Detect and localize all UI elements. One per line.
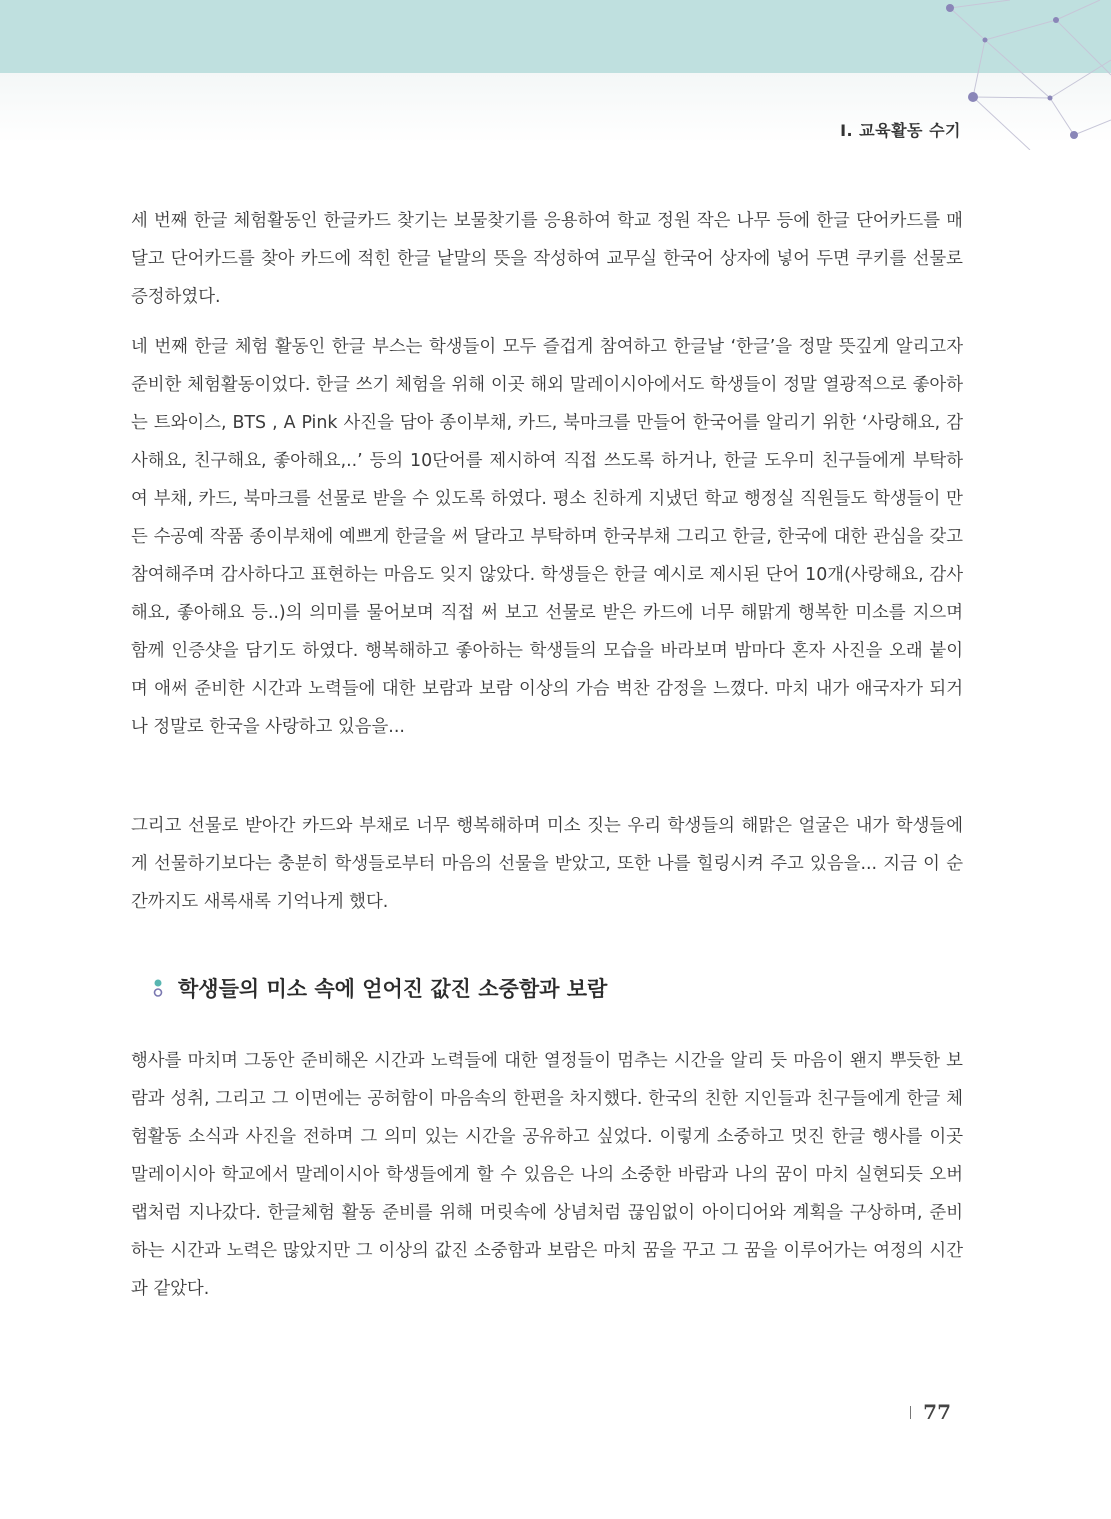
page-number: 77 [923,1400,951,1424]
page-number-container [910,1400,951,1424]
paragraph-1: 세 번째 한글 체험활동인 한글카드 찾기는 보물찾기를 응용하여 학교 정원 작은 나무 등에 한글 단어카드를 매달고 단어카드를 찾아 카드에 적힌 한글 낱말의 뜻을 작성하여 교무실 한국어 상자에 넣어 두면 쿠키를 선물로 증정하였다. [131,211,963,307]
chapter-label: Ⅰ. 교육활동 수기 [840,121,961,140]
double-circle-bullet-icon [152,977,164,999]
paragraph-2: 네 번째 한글 체험 활동인 한글 부스는 학생들이 모두 즐겁게 참여하고 한글날 ‘한글’을 정말 뜻깊게 알리고자 준비한 체험활동이었다. 한글 쓰기 체험을 위해 이곳 해외 말레이시아에서도 학생들이 정말 열광적으로 좋아하는 트와이스, BTS , A Pink 사진을 담아 종이부채, 카드, 북마크를 만들어 한국어를 알리기 위한 ‘사랑해요, 감사해요, 친구해요, 좋아해요,..’ 등의 10단어를 제시하여 직접 쓰도록 하거나, 한글 도우미 친구들에게 부탁하여 부채, 카드, 북마크를 선물로 받을 수 있도록 하였다. 평소 친하게 지냈던 학교 행정실 직원들도 학생들이 만든 수공예 작품 종이부채에 예쁘게 한글을 써 달라고 부탁하며 한국부채 그리고 한글, 한국에 대한 관심을 갖고 참여해주며 감사하다고 표현하는 마음도 잊지 않았다. 학생들은 한글 예시로 제시된 단어 10개(사랑해요, 감사해요, 좋아해요 등..)의 의미를 물어보며 직접 써 보고 선물로 받은 카드에 너무 해맑게 행복한 미소를 지으며 함께 인증샷을 담기도 하였다. 행복해하고 좋아하는 학생들의 모습을 바라보며 밤마다 혼자 사진을 오래 붙이며 애써 준비한 시간과 노력들에 대한 보람과 보람 이상의 가슴 벅찬 감정을 느꼈다. 마치 내가 애국자가 되거나 정말로 한국을 사랑하고 있음을... [131,337,964,737]
paragraph-4: 행사를 마치며 그동안 준비해온 시간과 노력들에 대한 열정들이 멈추는 시간을 알리 듯 마음이 왠지 뿌듯한 보람과 성취, 그리고 그 이면에는 공허함이 마음속의 한편을 차지했다. 한국의 친한 지인들과 친구들에게 한글 체험활동 소식과 사진을 전하며 그 의미 있는 시간을 공유하고 싶었다. 이렇게 소중하고 멋진 한글 행사를 이곳 말레이시아 학교에서 말레이시아 학생들에게 할 수 있음은 나의 소중한 바람과 나의 꿈이 마치 실현되듯 오버랩처럼 지나갔다. 한글체험 활동 준비를 위해 머릿속에 상념처럼 끊임없이 아이디어와 계획을 구상하며, 준비하는 시간과 노력은 많았지만 그 이상의 값진 소중함과 보람은 마치 꿈을 꾸고 그 꿈을 이루어가는 여정의 시간과 같았다. [131,1051,963,1299]
page-number-divider [910,1406,912,1419]
section-title: 학생들의 미소 속에 얻어진 값진 소중함과 보람 [178,976,608,1001]
section-heading [152,968,607,1008]
paragraph-3: 그리고 선물로 받아간 카드와 부채로 너무 행복해하며 미소 짓는 우리 학생들의 해맑은 얼굴은 내가 학생들에게 선물하기보다는 충분히 학생들로부터 마음의 선물을 받았고, 또한 나를 힐링시켜 주고 있음을... 지금 이 순간까지도 새록새록 기억나게 했다. [131,816,963,912]
